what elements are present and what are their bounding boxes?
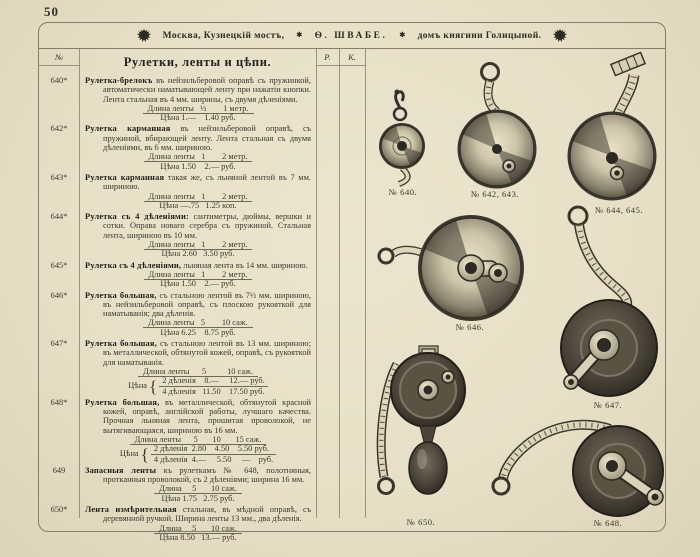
length-row: Длина ленты 1 2 метр. [85,270,311,279]
entry-description: Запасныя ленты къ рулеткамъ № 648, полотняныя, протканныя проволокой, съ 2 дѣленіями; ширина 16 мм. [85,465,312,485]
catalog-entry [50,124,312,171]
brace-glyph: { [140,444,149,464]
price-brace-row: Цѣна { 2 дѣленія 2.80 4.50 5.50 руб. 4 дѣленія 4.— 5.50 — руб. [85,444,311,464]
price-option: 2 дѣленія 8.— 12.— руб. [159,376,268,386]
entry-number: 646* [50,290,68,300]
column-header-number: № [39,49,79,66]
length-row: Длина 5 10 саж. [85,484,311,493]
catalog-entry [50,260,311,289]
page-content [39,49,665,542]
entry-number: 645* [50,260,68,270]
entry-description: Рулетка съ 4 дѣленіями, льняная лента въ 14 мм. шириною. [85,260,308,270]
entry-number: 643* [50,172,68,182]
entry-description: Рулетка большая, съ стальною лентой въ 7½ мм. шириною, въ нейзильберовой оправѣ, съ плоскою рукояткой для наматыванія; два дѣленія. [85,290,312,319]
star-separator-icon: ✱ [399,30,406,39]
tape-647-engraving [561,207,657,396]
masthead-city: Москва, Кузнецкій мостъ, [162,30,285,41]
price-option: 2 дѣленія 2.80 4.50 5.50 руб. [151,444,276,454]
page-number: 50 [44,4,59,19]
column-header-rubles: Р. [316,49,339,66]
catalog-entry [50,290,312,337]
column-rule [339,49,340,518]
masthead [39,23,665,49]
column-rule [79,49,80,518]
entry-number: 644* [50,212,68,222]
catalog-entry [50,397,311,464]
tape-648-engraving [493,425,663,516]
tape-644-645-engraving [568,52,657,200]
catalog-page-frame [38,22,666,542]
catalog-entry [50,339,312,396]
price-row: Цѣна —.75 1.25 коп. [159,200,237,210]
length-row: Длина ленты 1 2 метр. [85,152,311,161]
column-header-kopecks: К. [339,49,365,66]
entry-description: Рулетка большая, въ металлической, обтянутой красной кожей, оправѣ, англійской работы, лучшаго качества. Прочная льняная лента, прошитая проволокой, не вытягивающаяся, шириною въ 16 мм. [85,397,311,435]
length-row: Длина ленты 1 2 метр. [85,192,311,201]
entry-description: Рулетка съ 4 дѣленіями: сантиметры, дюймы, вершки и сотки. Оправа новаго серебра съ пружиной. Стальная лента, шириною въ 10 мм. [85,212,312,240]
length-row: Длина ленты ½ 1 метр. [85,104,311,113]
catalog-entry [52,465,312,503]
illustration-caption: № 640. [388,187,418,197]
entry-number: 647* [50,339,68,349]
entry-description: Рулетка большая, съ стальною лентой въ 13 мм. шириною; въ металлической, обтянутой кожей, оправѣ, съ рукояткой для наматыванія. [85,339,312,367]
illustration-caption: № 650. [406,517,436,527]
catalog-entries [50,76,312,542]
price-row: Цѣна 1.— 1.40 руб. [160,113,236,123]
price-row: Цѣна 1.50 2.— руб. [160,279,236,289]
tape-measure-engravings [366,49,663,530]
entry-description: Рулетка карманная такая же, съ льняной лентой въ 7 мм. шириною. [85,172,311,192]
catalog-entry [50,76,311,123]
imperial-eagle-icon [137,29,151,42]
length-row: Длина ленты 1 2 метр. [85,240,311,249]
catalog-entry [50,172,311,210]
tape-646-engraving [379,215,524,321]
length-row: Длина ленты 5 10 15 саж. [85,435,311,444]
length-row: Длина 5 10 саж. [85,524,311,533]
entry-number: 642* [50,124,68,134]
section-title: Рулетки, ленты и цѣпи. [123,55,272,69]
illustration-caption: № 644, 645. [594,205,644,215]
masthead-firm: Ѳ. ШВАБЕ. [314,30,388,41]
entry-number: 649 [52,465,66,475]
tape-650-engraving [379,346,466,494]
illustration-caption: № 648. [593,518,623,528]
illustration-caption: № 647. [593,400,623,410]
length-row: Длина ленты 5 10 саж. [85,367,311,376]
catalog-entry [50,212,312,259]
price-brace-row: Цѣна { 2 дѣленія 8.— 12.— руб. 4 дѣленія 11.50 17.50 руб. [85,376,311,396]
entry-description: Лента измѣрительная стальная, въ мѣдной оправѣ, съ деревянной ручкой. Ширина ленты 13 мм., два дѣленія. [85,505,312,524]
entry-number: 640* [50,76,68,85]
imperial-eagle-icon [553,29,567,42]
entry-number: 648* [50,397,68,407]
masthead-house: домъ княгини Голицыной. [417,30,542,41]
tape-642-643-engraving [458,64,537,189]
brace-glyph: { [149,376,158,396]
length-row: Длина ленты 5 10 саж. [85,318,311,327]
price-row: Цѣна 1.50 2.— руб. [160,161,236,171]
illustration-caption: № 642, 643. [470,189,520,199]
star-separator-icon: ✱ [296,30,303,39]
illustration-caption: № 646. [455,322,485,332]
price-option: 4 дѣленія 11.50 17.50 руб. [162,386,265,396]
price-row: Цѣна 6.25 8.75 руб. [160,327,236,337]
price-row: Цѣна 1.75 2.75 руб. [161,493,235,503]
price-option: 4 дѣленія 4.— 5.50 — руб. [153,454,274,464]
price-row: Цѣна 2.60 3.50 руб. [161,249,235,259]
tape-640-engraving [379,90,425,185]
entry-number: 650* [50,505,68,515]
price-row: Цѣна 8.50 13.— руб. [159,532,237,542]
entry-description: Рулетка карманная въ нейзильберовой оправѣ, съ пружиной, вбирающей ленту. Лента стальная съ двумя дѣленіями, въ 6 мм. шириною. [85,124,312,153]
entry-description: Рулетка-брелокъ въ нейзильберовой оправѣ съ пружинкой, автоматически наматывающей ленту при нажатіи кнопки. Лента стальная въ 4 мм. ширины, съ двумя дѣленіями. [85,76,311,104]
column-rule [316,49,317,518]
illustration-panel [366,49,663,530]
catalog-entry [50,505,312,542]
